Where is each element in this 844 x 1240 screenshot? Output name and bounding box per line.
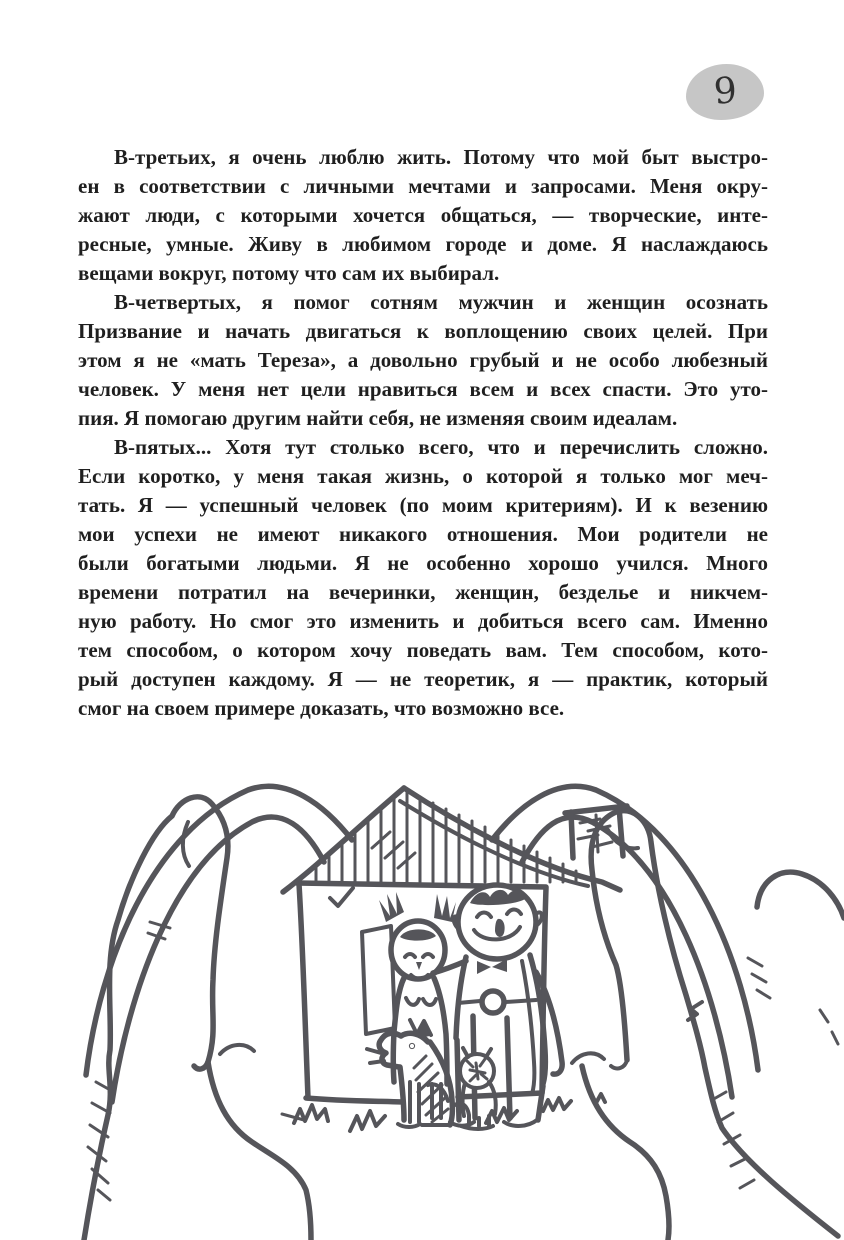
text-line: этом я не «мать Тереза», а довольно грубый и не особо любезный	[78, 348, 768, 372]
hands-house-illustration	[0, 770, 844, 1240]
text-line: времени потратил на вечеринки, женщин, безделье и никчем-	[78, 580, 768, 604]
text-line: ресные, умные. Живу в любимом городе и доме. Я наслаждаюсь	[78, 232, 768, 256]
paragraph	[78, 143, 768, 288]
text-line: были богатыми людьми. Я не особенно хорошо учился. Много	[78, 551, 768, 575]
text-line: вещами вокруг, потому что сам их выбирал.	[78, 261, 500, 285]
text-line: смог на своем примере доказать, что возможно все.	[78, 696, 565, 720]
body-text	[78, 143, 768, 723]
text-line: Если коротко, у меня такая жизнь, о которой я только мог меч-	[78, 464, 768, 488]
boy-button	[482, 991, 504, 1013]
text-line: В-пятых... Хотя тут столько всего, что и перечислить сложно.	[114, 435, 768, 459]
text-line: мои успехи не имеют никакого отношения. Мои родители не	[78, 522, 768, 546]
text-line: В-четвертых, я помог сотням мужчин и женщин осознать	[114, 290, 768, 314]
text-line: ную работу. Но смог это изменить и добиться всего сам. Именно	[78, 609, 768, 633]
paragraph	[78, 288, 768, 433]
text-line: В-третьих, я очень люблю жить. Потому что мой быт выстро-	[114, 145, 768, 169]
text-line: человек. У меня нет цели нравиться всем и всех спасти. Это уто-	[78, 377, 768, 401]
text-line: жают люди, с которыми хочется общаться, — творческие, инте-	[78, 203, 768, 227]
girl-left-pigtail	[379, 892, 404, 922]
text-line: Призвание и начать двигаться к воплощению своих целей. При	[78, 319, 768, 343]
text-line: ен в соответствии с личными мечтами и запросами. Меня окру-	[78, 174, 768, 198]
paragraph	[78, 433, 768, 723]
text-line: рый доступен каждому. Я — не теоретик, я — практик, который	[78, 667, 768, 691]
dog-eye	[409, 1043, 414, 1048]
page-number-badge	[686, 64, 764, 120]
page-number: 9	[712, 70, 738, 113]
text-line: тем способом, о котором хочу поведать вам. Тем способом, кото-	[78, 638, 768, 662]
chimney	[565, 806, 627, 858]
text-line: тать. Я — успешный человек (по моим критериям). И к везению	[78, 493, 768, 517]
text-line: пия. Я помогаю другим найти себя, не изменяя своим идеалам.	[78, 406, 678, 430]
